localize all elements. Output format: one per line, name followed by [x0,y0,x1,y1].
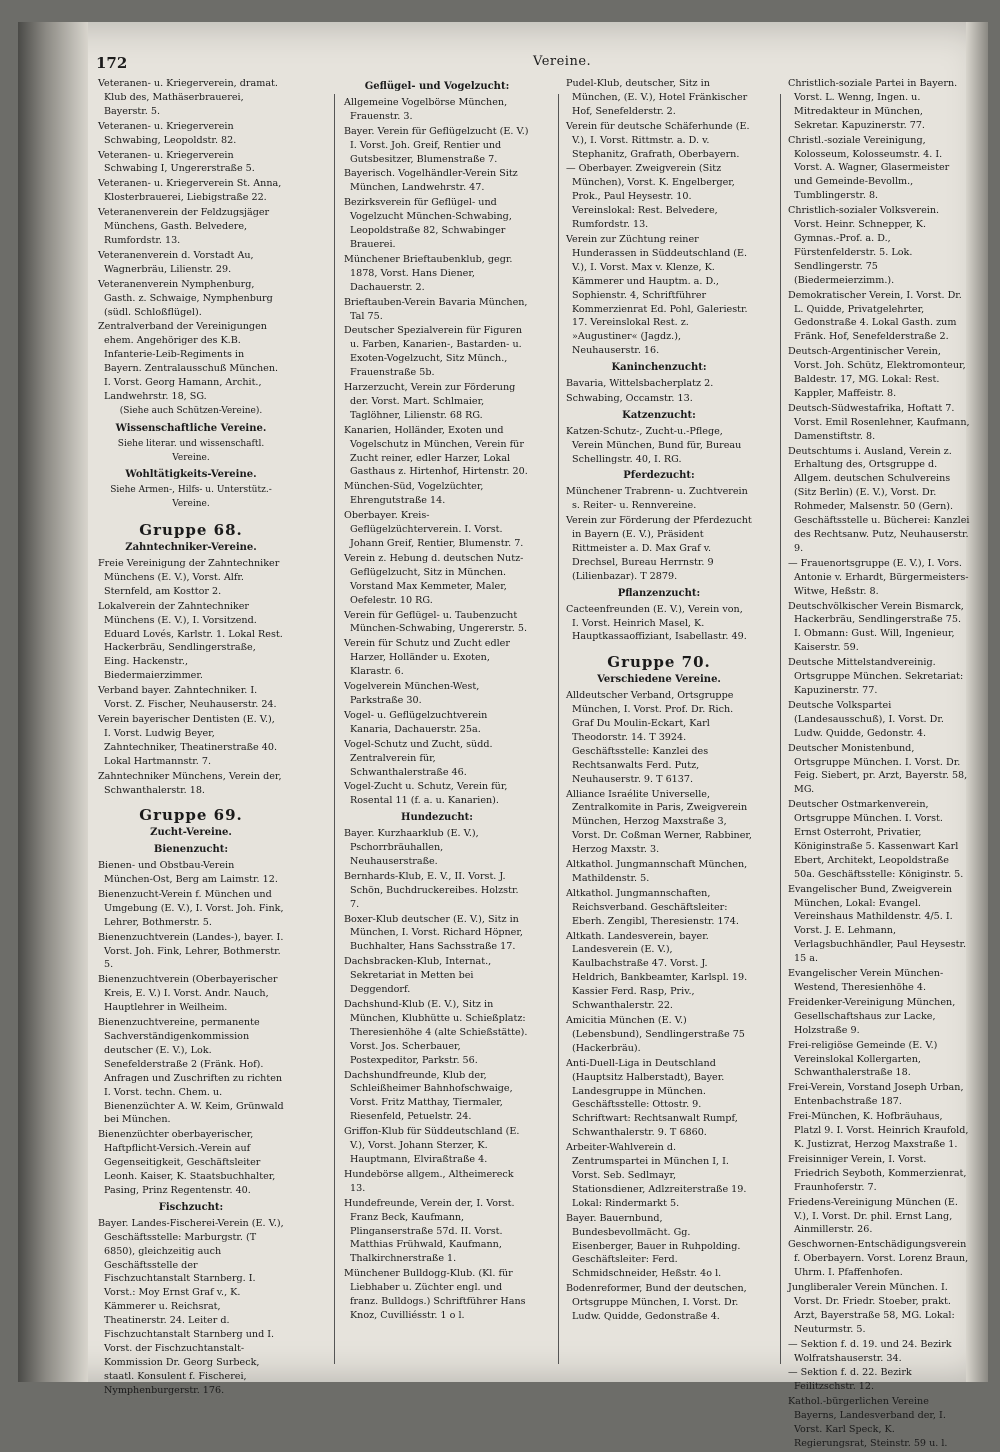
column-1 [98,77,284,1399]
section-heading: Katzenzucht: [622,409,696,421]
page-number: 172 [96,54,128,72]
directory-entry: Zentralverband der Vereinigungen ehem. Angehöriger des K.B. Infanterie-Leib-Regiments in Bayern. Zentralausschuß München. I. Vorst. Georg Hamann, Archit., Landwehrstr. 18, SG. [98,321,279,402]
directory-entry: Vogel- u. Geflügelzuchtverein Kanaria, Dachauerstr. 25a. [344,709,488,735]
section-heading: Pferdezucht: [623,470,695,482]
directory-entry: Münchener Trabrenn- u. Zuchtverein s. Reiter- u. Rennvereine. [566,486,748,512]
directory-entry: Freidenker-Vereinigung München, Gesellschaftshaus zur Lacke, Holzstraße 9. [788,996,956,1036]
directory-entry: Dachshundfreunde, Klub der, Schleißheimer Bahnhofschwaige, Vorst. Fritz Matthay, Tiermaler, Riesenfeld, Petuelstr. 24. [344,1069,513,1123]
group-heading: Gruppe 68. [139,521,243,540]
book-page [18,22,988,1449]
directory-entry: — Frauenortsgruppe (E. V.), I. Vors. Antonie v. Erhardt, Bürgermeisters-Witwe, Heßstr. 8. [788,557,969,597]
directory-entry: — Oberbayer. Zweigverein (Sitz München), Vorst. K. Engelberger, Prok., Paul Heysestr. 10. Vereinslokal: Rest. Belvedere, Rumfordstr. 13. [566,163,735,231]
running-title: Vereine. [533,54,592,69]
directory-entry: Verein zur Züchtung reiner Hunderassen in Süddeutschland (E. V.), I. Vorst. Max v. Klenze, K. Kämmerer und Hauptm. a. D., Sophienstr. 4, Schriftführer Kommerzienrat Ed. Pohl, Galeriestr. 17. Vereinslokal Rest. z. »Augustiner« (Jagdz.), Neuhauserstr. 16. [566,233,748,357]
directory-entry: Hundebörse allgem., Altheimereck 13. [344,1168,514,1194]
directory-entry: Deutscher Monistenbund, Ortsgruppe München. I. Vorst. Dr. Feig. Siebert, pr. Arzt, Bayerstr. 58, MG. [788,742,968,796]
directory-entry: Boxer-Klub deutscher (E. V.), Sitz in München, I. Vorst. Richard Höpner, Buchhalter, Hans Sachsstraße 17. [344,913,523,953]
directory-entry: Bavaria, Wittelsbacherplatz 2. [566,378,714,390]
directory-entry: Griffon-Klub für Süddeutschland (E. V.), Vorst. Johann Sterzer, K. Hauptmann, Elviraßtraße 4. [344,1126,520,1165]
directory-entry: Altkath. Landesverein, bayer. Landesverein (E. V.), Kaulbachstraße 47. Vorst. J. Heldrich, Bankbeamter, Karlspl. 19. Kassier Ferd. Rasp, Priv., Schwanthalerstr. 22. [566,930,748,1012]
directory-entry: Hundefreunde, Verein der, I. Vorst. Franz Beck, Kaufmann, Plinganserstraße 57d. II. Vorst. Matthias Frühwald, Kaufmann, Thalkirchnerstraße 1. [344,1197,515,1265]
directory-entry: Vogel-Schutz und Zucht, südd. Zentralverein für, Schwanthalerstraße 46. [344,738,493,778]
directory-entry: Münchener Bulldogg-Klub. (Kl. für Liebhaber u. Züchter engl. und franz. Bulldogs.) Schriftführer Hans Knoz, Cuvilliésstr. 1 o l. [344,1268,526,1321]
directory-entry: Verein für Geflügel- u. Taubenzucht München-Schwabing, Ungererstr. 5. [344,609,528,635]
section-heading: Zahntechniker-Vereine. [125,542,257,554]
directory-entry: Vogel-Zucht u. Schutz, Verein für, Rosental 11 (f. a. u. Kanarien). [344,781,508,807]
directory-entry: Freisinniger Verein, I. Vorst. Friedrich Seyboth, Kommerzienrat, Fraunhoferstr. 7. [788,1153,967,1193]
group-heading: Gruppe 70. [607,653,711,672]
section-heading: Geflügel- und Vogelzucht: [364,81,510,92]
directory-entry: — Sektion f. d. 19. und 24. Bezirk Wolfratshauserstr. 34. [788,1338,952,1364]
directory-entry: Deutscher Ostmarkenverein, Ortsgruppe München. I. Vorst. Ernst Osterroht, Privatier, Königinstraße 5. Kassenwart Karl Ebert, Architekt, Leopoldstraße 50a. Geschäftsstelle: Königinstr. 5. [788,799,964,880]
column-2 [344,77,530,1324]
directory-entry: Deutschtums i. Ausland, Verein z. Erhaltung des, Ortsgruppe d. Allgem. deutschen Schulvereins (Sitz Berlin) (E. V.), Vorst. Dr. Rohmeder, Malsenstr. 50 (Gern). Geschäftsstelle u. Bücherei: Kanzlei des Rechtsanw. Putz, Neuhauserstr. 9. [788,445,970,554]
section-heading: Wissenschaftliche Vereine. [115,422,267,434]
column-rule [558,94,559,1364]
directory-entry: Veteranen- u. Kriegerverein, dramat. Klub des, Mathäserbrauerei, Bayerstr. 5. [98,78,278,117]
directory-entry: Friedens-Vereinigung München (E. V.), I. Vorst. Dr. phil. Ernst Lang, Ainmillerstr. 26. [788,1196,958,1236]
book-gutter [18,22,88,1382]
section-heading: Fischzucht: [158,1201,224,1213]
directory-entry: München-Süd, Vogelzüchter, Ehrengutstraße 14. [344,481,484,507]
directory-entry: Frei-München, K. Hofbräuhaus, Platzl 9. I. Vorst. Heinrich Kraufold, K. Justizrat, Herzog Maxstraße 1. [788,1111,969,1150]
directory-entry: Veteranenverein Nymphenburg, Gasth. z. Schwaige, Nymphenburg (südl. Schloßflügel). [98,278,273,318]
directory-entry: Christlich-soziale Partei in Bayern. Vorst. L. Wenng, Ingen. u. Mitredakteur in München, Sekretar. Kapuzinerstr. 77. [788,78,958,131]
directory-entry: Veteranenverein d. Vorstadt Au, Wagnerbräu, Lilienstr. 29. [98,249,254,275]
directory-entry: Altkathol. Jungmannschaft München, Mathildenstr. 5. [566,859,748,884]
directory-entry: Alldeutscher Verband, Ortsgruppe München, I. Vorst. Prof. Dr. Rich. Graf Du Moulin-Eckart, Karl Theodorstr. 14. T 3924. Geschäftsstelle: Kanzlei des Rechtsanwalts Ferd. Putz, Neuhauserstr. 9. T 6137. [566,690,734,785]
section-heading: Kaninchenzucht: [611,362,707,374]
directory-entry: Kathol.-bürgerlichen Vereine Bayerns, Landesverband der, I. Vorst. Karl Speck, K. Regierungsrat, Steinstr. 59 u. l. [788,1396,948,1449]
directory-entry: Harzerzucht, Verein zur Förderung der. Vorst. Mart. Schlmaier, Taglöhner, Lilienstr. 68 RG. [344,382,516,421]
directory-entry: Alliance Israélite Universelle, Zentralkomite in Paris, Zweigverein München, Herzog Maxstraße 3, Vorst. Dr. Coßman Werner, Rabbiner, Herzog Maxstr. 3. [566,788,752,856]
directory-entry: Bienenzuchtvereine, permanente Sachverständigenkommission deutscher (E. V.), Lok. Senefelderstraße 2 (Fränk. Hof). Anfragen und Zuschriften zu richten I. Vorst. techn. Chem. u. Bienenzüchter A. W. Keim, Grünwald bei München. [98,1017,284,1126]
column-rule [334,94,335,1364]
cross-reference-note: Siehe Armen-, Hilfs- u. Unterstütz.-Vereine. [110,485,272,510]
directory-entry: Deutscher Spezialverein für Figuren u. Farben, Kanarien-, Bastarden- u. Exoten-Vogelzucht, Sitz Münch., Frauenstraße 5b. [344,325,523,379]
directory-entry: Schwabing, Occamstr. 13. [566,392,693,404]
directory-entry: Veteranen- u. Kriegerverein Schwabing, Leopoldstr. 82. [98,120,237,146]
directory-entry: Evangelischer Bund, Zweigverein München, Lokal: Evangel. Vereinshaus Mathildenstr. 4/5. I. Vorst. J. E. Lehmann, Verlagsbuchhändler, Paul Heysestr. 15 a. [788,883,967,965]
directory-entry: Christl.-soziale Vereinigung, Kolosseum, Kolosseumstr. 4. I. Vorst. A. Wagner, Glasermeister und Gemeinde-Bevollm., Tumblingerstr. 8. [788,134,950,202]
section-heading: Pflanzenzucht: [617,587,701,599]
directory-entry: Bayer. Bauernbund, Bundesbevollmächt. Gg. Eisenberger, Bauer in Ruhpolding. Geschäftsleiter: Ferd. Schmidschneider, Heßstr. 4o l. [566,1212,741,1280]
directory-entry: Cacteenfreunden (E. V.), Verein von, I. Vorst. Heinrich Masel, K. Hauptkassaoffiziant, Isabellastr. 49. [566,603,747,643]
directory-entry: Verein bayerischer Dentisten (E. V.), I. Vorst. Ludwig Beyer, Zahntechniker, Theatinerstraße 40. Lokal Hartmannstr. 7. [98,713,278,767]
directory-entry: Bayerisch. Vogelhändler-Verein Sitz München, Landwehrstr. 47. [344,168,518,194]
directory-entry: Verein zur Förderung der Pferdezucht in Bayern (E. V.), Präsident Rittmeister a. D. Max Graf v. Drechsel, Bureau Herrnstr. 9 (Lilienbazar). T 2879. [566,515,752,582]
directory-entry: Bayer. Verein für Geflügelzucht (E. V.) I. Vorst. Joh. Greif, Rentier und Gutsbesitzer, Blumenstraße 7. [344,125,529,165]
directory-entry: Bienenzuchtverein (Landes-), bayer. I. Vorst. Joh. Fink, Lehrer, Bothmerstr. 5. [98,931,284,971]
section-heading: Wohltätigkeits-Vereine. [125,469,257,481]
directory-entry: Frei-religiöse Gemeinde (E. V.) Vereinslokal Kollergarten, Schwanthalerstraße 18. [788,1039,938,1079]
page-header [18,46,988,70]
directory-entry: — Sektion f. d. 22. Bezirk Feilitzschstr. 12. [788,1367,912,1393]
directory-entry: Deutsche Mittelstandvereinig. Ortsgruppe München. Sekretariat: Kapuzinerstr. 77. [788,657,964,696]
directory-entry: Veteranen- u. Kriegerverein St. Anna, Klosterbrauerei, Liebigstraße 22. [98,178,282,204]
directory-entry: Bayer. Landes-Fischerei-Verein (E. V.), Geschäftsstelle: Marburgstr. (T 6850), gleichzeitig auch Geschäftsstelle der Fischzuchtanstalt Starnberg. I. Vorst.: Moy Ernst Graf v., K. Kämmerer u. Reichsrat, Theatinerstr. 24. Leiter d. Fischzuchtanstalt Starnberg und I. Vorst. der Fischzuchtanstalt-Kommission Dr. Georg Surbeck, staatl. Konsulent f. Fischerei, Nymphenburgerstr. 176. [98,1217,284,1396]
directory-entry: Geschwornen-Entschädigungsverein f. Oberbayern. Vorst. Lorenz Braun, Uhrm. I. Pfaffenhofen. [788,1239,969,1279]
directory-entry: Bernhards-Klub, E. V., II. Vorst. J. Schön, Buchdruckereibes. Holzstr. 7. [344,870,519,910]
directory-entry: Arbeiter-Wahlverein d. Zentrumspartei in München I, I. Vorst. Seb. Sedlmayr, Stationsdiener, Adlzreiterstraße 19. Lokal: Rindermarkt 5. [566,1142,747,1209]
directory-entry: Amicitia München (E. V.) (Lebensbund), Sendlingerstraße 75 (Hackerbräu). [566,1015,745,1054]
directory-entry: Lokalverein der Zahntechniker Münchens (E. V.), I. Vorsitzend. Eduard Lovés, Karlstr. 1. Lokal Rest. Hackerbräu, Sendlingerstraße, Eing. Hackenstr., Biedermaierzimmer. [98,600,283,682]
directory-entry: Katzen-Schutz-, Zucht-u.-Pflege, Verein München, Bund für, Bureau Schellingstr. 40, I. RG. [566,425,742,465]
directory-entry: Deutsch-Argentinischer Verein, Vorst. Joh. Schütz, Elektromonteur, Baldestr. 17, MG. Lokal: Rest. Kappler, Maffeistr. 8. [788,346,966,399]
directory-entry: Deutsche Volkspartei (Landesausschuß), I. Vorst. Dr. Ludw. Quidde, Gedonstr. 4. [788,699,944,739]
directory-entry: Verein für Schutz und Zucht edler Harzer, Holländer u. Exoten, Klarastr. 6. [344,638,510,678]
directory-entry: Jungliberaler Verein München. I. Vorst. Dr. Friedr. Stoeber, prakt. Arzt, Bayerstraße 58, MG. Lokal: Neuturmstr. 5. [788,1282,955,1335]
directory-entry: Bienenzüchter oberbayerischer, Haftpflicht-Versich.-Verein auf Gegenseitigkeit, Geschäftsleiter Leonh. Kaiser, K. Staatsbuchhalter, Pasing, Prinz Regentenstr. 40. [98,1129,276,1196]
directory-entry: Bienenzuchtverein (Oberbayerischer Kreis, E. V.) I. Vorst. Andr. Nauch, Hauptlehrer in Weilheim. [98,974,278,1014]
directory-entry: Bienen- und Obstbau-Verein München-Ost, Berg am Laimstr. 12. [98,860,278,886]
directory-entry: Deutsch-Südwestafrika, Hoftatt 7. Vorst. Emil Rosenlehner, Kaufmann, Damenstiftstr. 8. [788,402,970,442]
directory-entry: Allgemeine Vogelbörse München, Frauenstr. 3. [344,96,508,122]
directory-entry: Freie Vereinigung der Zahntechniker Münchens (E. V.), Vorst. Alfr. Sternfeld, am Kosttor 2. [98,558,280,597]
directory-entry: Veteranen- u. Kriegerverein Schwabing I, Ungererstraße 5. [98,149,255,175]
directory-entry: Bayer. Kurzhaarklub (E. V.), Pschorrbräuhallen, Neuhauserstraße. [344,828,479,867]
directory-entry: Demokratischer Verein, I. Vorst. Dr. L. Quidde, Privatgelehrter, Gedonstraße 4. Lokal Gasth. zum Fränk. Hof, Senefelderstraße 2. [788,289,962,343]
section-heading: Bienenzucht: [153,844,229,856]
directory-entry: Oberbayer. Kreis-Geflügelzüchterverein. I. Vorst. Johann Greif, Rentier, Blumenstr. 7. [344,510,524,549]
directory-entry: Evangelischer Verein München-Westend, Theresienhöhe 4. [788,968,944,993]
directory-entry: Dachshund-Klub (E. V.), Sitz in München, Klubhütte u. Schießplatz: Theresienhöhe 4 (alte Schießstätte). Vorst. Jos. Scherbauer, Postexpeditor, Parkstr. 56. [344,999,528,1066]
section-heading: Verschiedene Vereine. [597,674,721,686]
directory-entry: Zahntechniker Münchens, Verein der, Schwanthalerstr. 18. [98,770,282,796]
group-heading: Gruppe 69. [139,806,243,825]
directory-entry: Deutschvölkischer Verein Bismarck, Hackerbräu, Sendlingerstraße 75. I. Obmann: Gust. Will, Ingenieur, Kaiserstr. 59. [788,600,964,654]
directory-entry: Vogelverein München-West, Parkstraße 30. [344,681,480,706]
column-3 [566,77,752,1325]
column-rule [780,94,781,1364]
directory-entry: Brieftauben-Verein Bavaria München, Tal 75. [344,296,528,322]
directory-entry: Verein z. Hebung d. deutschen Nutz-Geflügelzucht, Sitz in München. Vorstand Max Kemmeter, Maler, Oefelestr. 10 RG. [344,552,524,606]
directory-entry: Bodenreformer, Bund der deutschen, Ortsgruppe München, I. Vorst. Dr. Ludw. Quidde, Gedonstraße 4. [566,1283,747,1323]
directory-entry: Kanarien, Holländer, Exoten und Vogelschutz in München, Verein für Zucht reiner, edler Harzer, Lokal Gasthaus z. Hirtenhof, Hirtenstr. 20. [344,424,528,478]
cross-reference-note: Siehe literar. und wissenschaftl. Vereine. [117,438,265,463]
directory-entry: Altkathol. Jungmannschaften, Reichsverband. Geschäftsleiter: Eberh. Zengibl, Theresienstr. 174. [566,887,739,927]
directory-entry: Bezirksverein für Geflügel- und Vogelzucht München-Schwabing, Leopoldstraße 82, Schwabinger Brauerei. [344,197,512,250]
directory-entry: Bienenzucht-Verein f. München und Umgebung (E. V.), I. Vorst. Joh. Fink, Lehrer, Bothmerstr. 5. [98,888,284,928]
directory-entry: Christlich-sozialer Volksverein. Vorst. Heinr. Schnepper, K. Gymnas.-Prof. a. D., Fürstenfelderstr. 5. Lok. Sendlingerstr. 75 (Biedermeierzimm.). [788,205,940,286]
section-heading: Zucht-Vereine. [150,827,232,839]
directory-entry: Pudel-Klub, deutscher, Sitz in München, (E. V.), Hotel Fränkischer Hof, Senefelderstr. 2. [566,78,748,117]
section-heading: Hundezucht: [401,812,473,824]
directory-entry: Münchener Brieftaubenklub, gegr. 1878, Vorst. Hans Diener, Dachauerstr. 2. [344,253,513,293]
directory-entry: Anti-Duell-Liga in Deutschland (Hauptsitz Halberstadt), Bayer. Landesgruppe in München. Geschäftsstelle: Ottostr. 9. Schriftwart: Rechtsanwalt Rumpf, Schwanthalerstr. 9. T 6860. [566,1057,738,1139]
directory-entry: Frei-Verein, Vorstand Joseph Urban, Entenbachstraße 187. [788,1082,964,1108]
directory-entry: Verband bayer. Zahntechniker. I. Vorst. Z. Fischer, Neuhauserstr. 24. [98,685,277,711]
cross-reference-note: (Siehe auch Schützen-Vereine). [119,405,263,416]
column-4 [788,77,970,1452]
directory-entry: Veteranenverein der Feldzugsjäger Münchens, Gasth. Belvedere, Rumfordstr. 13. [98,207,270,246]
directory-entry: Dachsbracken-Klub, Internat., Sekretariat in Metten bei Deggendorf. [344,956,492,996]
directory-entry: Verein für deutsche Schäferhunde (E. V.), I. Vorst. Rittmstr. a. D. v. Stephanitz, Grafrath, Oberbayern. [566,120,750,160]
